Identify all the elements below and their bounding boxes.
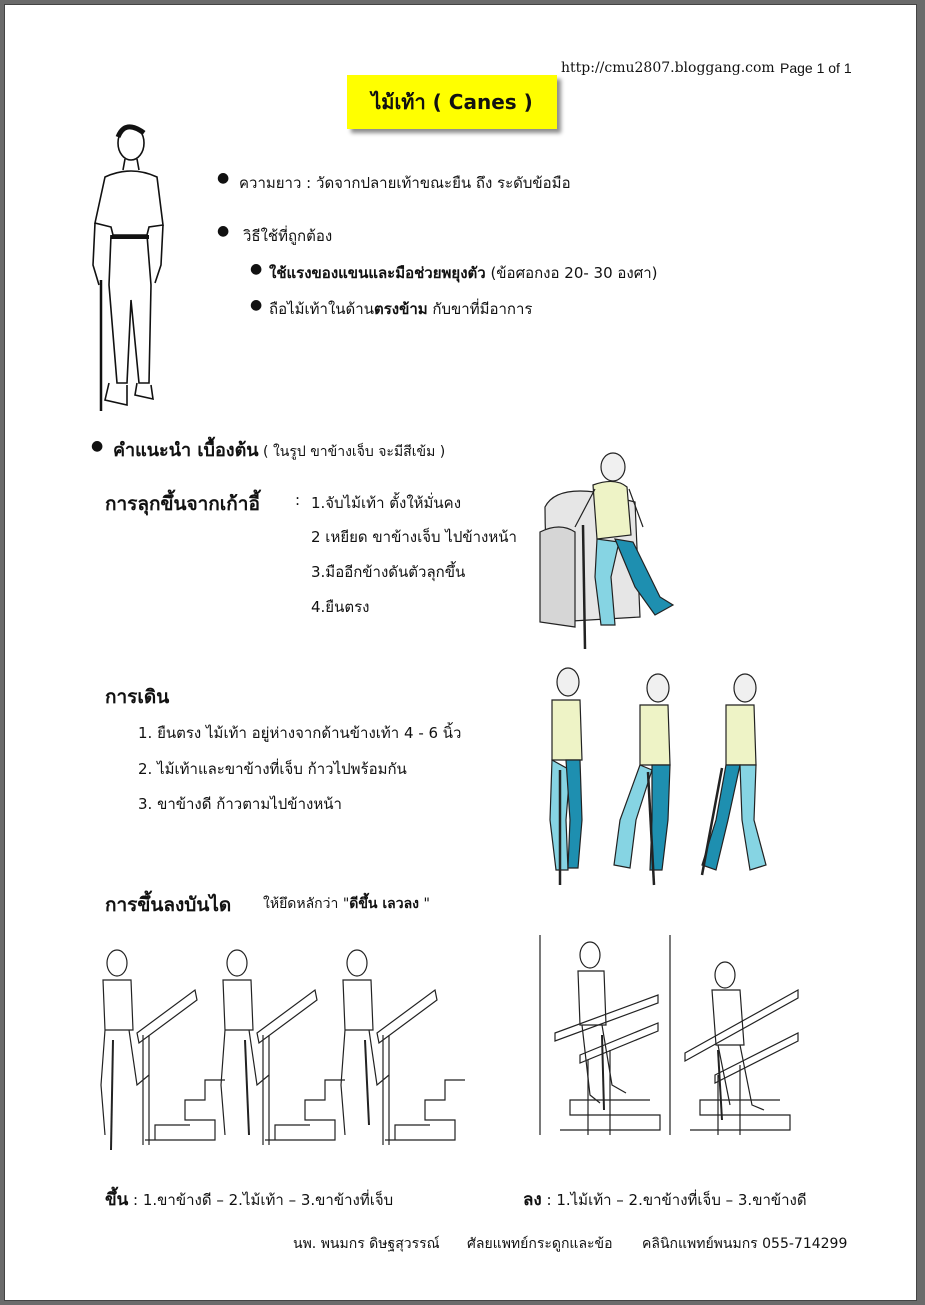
bullet-dot: ● — [217, 223, 230, 239]
standing-man-with-cane-illustration — [65, 115, 175, 415]
walking-heading: การเดิน — [105, 686, 170, 708]
stairs-down-illustration — [530, 935, 810, 1160]
stairs-up-label: ขึ้น — [105, 1190, 129, 1210]
usage-sub2-b: กับขาที่มีอาการ — [427, 300, 533, 318]
bullet-dot: ● — [250, 297, 263, 313]
header-page-number: Page 1 of 1 — [780, 60, 852, 76]
usage-heading: วิธีใช้ที่ถูกต้อง — [243, 227, 333, 245]
chair-rise-illustration — [535, 447, 680, 652]
bullet-dot: ● — [91, 438, 104, 454]
stairs-rule — [263, 893, 430, 915]
standing-step-1: 1.จับไม้เท้า ตั้งให้มั่นคง — [311, 494, 462, 512]
stairs-heading: การขึ้นลงบันได — [105, 894, 232, 916]
usage-sub1-bold: ใช้แรงของแขนและมือช่วยพยุงตัว — [269, 264, 486, 282]
usage-sub2 — [269, 297, 532, 321]
stairs-down-text: : 1.ไม้เท้า – 2.ขาข้างที่เจ็บ – 3.ขาข้างดี — [546, 1191, 807, 1209]
standing-heading: การลุกขึ้นจากเก้าอี้ — [105, 493, 260, 515]
walking-step-3: 3. ขาข้างดี ก้าวตามไปข้างหน้า — [138, 795, 342, 813]
header-url[interactable]: http://cmu2807.bloggang.com — [561, 60, 775, 76]
stairs-up-text: : 1.ขาข้างดี – 2.ไม้เท้า – 3.ขาข้างที่เจ็บ — [133, 1191, 394, 1209]
stairs-up-illustration — [85, 945, 450, 1155]
stairs-down-caption — [523, 1186, 807, 1213]
usage-sub2-bold: ตรงข้าม — [373, 300, 428, 318]
usage-sub1 — [269, 261, 658, 285]
stairs-rule-a: ให้ยึดหลักว่า " — [263, 896, 350, 912]
document-page — [4, 4, 917, 1301]
footer-doctor: นพ. พนมกร ดิษฐสุวรรณ์ — [293, 1236, 440, 1252]
usage-sub1-rest: (ข้อศอกงอ 20- 30 องศา) — [485, 264, 658, 282]
bullet-dot: ● — [217, 170, 230, 186]
footer-clinic: คลินิกแพทย์พนมกร 055-714299 — [642, 1236, 848, 1252]
footer-specialty: ศัลยแพทย์กระดูกและข้อ — [467, 1236, 613, 1252]
length-text: วัดจากปลายเท้าขณะยืน ถึง ระดับข้อมือ — [316, 174, 571, 192]
length-line — [239, 171, 571, 195]
standing-step-4: 4.ยืนตรง — [311, 598, 370, 616]
advice-bold: คำแนะนำ เบื้องต้น — [113, 440, 259, 461]
page-title: ไม้เท้า ( Canes ) — [371, 90, 533, 114]
length-label: ความยาว : — [239, 174, 312, 192]
walking-step-1: 1. ยืนตรง ไม้เท้า อยู่ห่างจากด้านข้างเท้า 4 - 6 นิ้ว — [138, 724, 462, 742]
stairs-rule-bold: ดีขึ้น เลวลง — [349, 896, 420, 912]
walking-sequence-illustration — [540, 660, 770, 885]
standing-step-3: 3.มืออีกข้างดันตัวลุกขึ้น — [311, 563, 466, 581]
bullet-dot: ● — [250, 261, 263, 277]
title-box — [347, 75, 557, 129]
usage-sub2-a: ถือไม้เท้าในด้าน — [269, 300, 374, 318]
standing-colon: : — [295, 491, 301, 509]
standing-step-2: 2 เหยียด ขาข้างเจ็บ ไปข้างหน้า — [311, 528, 517, 546]
stairs-up-caption — [105, 1186, 393, 1213]
stairs-down-label: ลง — [523, 1190, 542, 1210]
advice-line — [113, 435, 445, 464]
walking-step-2: 2. ไม้เท้าและขาข้างที่เจ็บ ก้าวไปพร้อมกัน — [138, 760, 407, 778]
advice-rest: ( ในรูป ขาข้างเจ็บ จะมีสีเข้ม ) — [258, 444, 446, 460]
stairs-rule-b: " — [419, 896, 430, 912]
